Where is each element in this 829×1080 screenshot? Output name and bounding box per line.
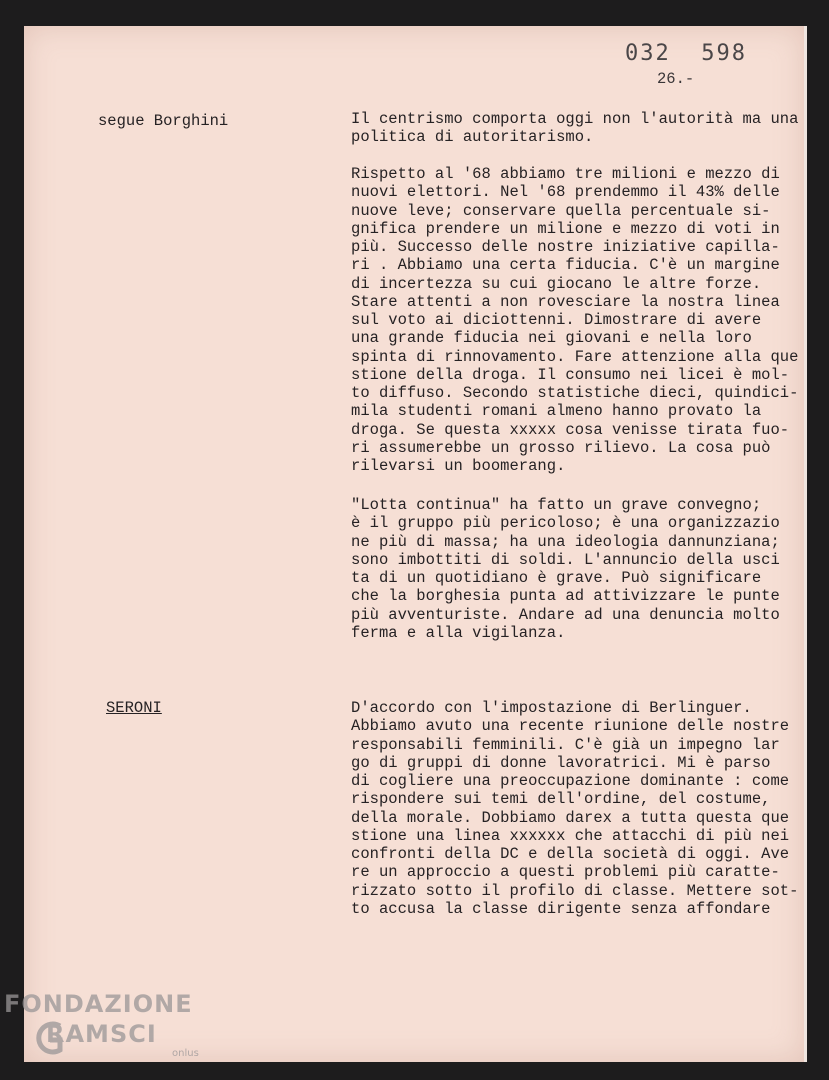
fondazione-gramsci-watermark — [4, 990, 214, 1070]
paragraph-seroni-1: D'accordo con l'impostazione di Berlinguer. Abbiamo avuto una recente riunione delle nostre responsabili femminili. C'è già un impegno lar go di gruppi di donne lavoratrici. Mi è parso di cogliere una preoccupazione dominante : come rispondere sui temi dell'ordine, del costume, della morale. Dobbiamo darex a tutta questa que stione una linea xxxxxx che attacchi di più nei confronti della DC e della società di oggi. Ave re un approccio a questi problemi più caratte- rizzato sotto il profilo di classe. Mettere sot- to accusa la classe dirigente senza affondare — [351, 699, 799, 918]
speaker-seroni: SERONI — [106, 699, 162, 717]
paragraph-borghini-2: Rispetto al '68 abbiamo tre milioni e mezzo di nuovi elettori. Nel '68 prendemmo il 43% delle nuove leve; conservare quella percentuale si- gnifica prendere un milione e mezzo di voti in più. Successo delle nostre iniziative capilla- ri . Abbiamo una certa fiducia. C'è un margine di incertezza su cui giocano le altre forze. Stare attenti a non rovesciare la nostra linea sul voto ai diciottenni. Dimostrare di avere una grande fiducia nei giovani e nella loro spinta di rinnovamento. Fare attenzione alla que stione della droga. Il consumo nei licei è mol- to diffuso. Secondo statistiche dieci, quindici- mila studenti romani almeno hanno provato la droga. Se questa xxxxx cosa venisse tirata fuo- ri assumerebbe un grosso rilievo. La cosa può rilevarsi un boomerang. — [351, 165, 799, 475]
watermark-line-1: FONDAZIONE — [4, 990, 193, 1018]
document-number: 032 598 — [625, 41, 747, 66]
paragraph-borghini-1: Il centrismo comporta oggi non l'autorità ma una politica di autoritarismo. — [351, 110, 799, 147]
document-page — [24, 26, 804, 1062]
page-number: 26.- — [657, 70, 695, 88]
watermark-line-2: RAMSCI — [46, 1020, 157, 1048]
paragraph-borghini-3: "Lotta continua" ha fatto un grave convegno; è il gruppo più pericoloso; è una organizzazio ne più di massa; ha una ideologia dannunziana; sono imbottiti di soldi. L'annuncio della usci ta di un quotidiano è grave. Può significare che la borghesia punta ad attivizzare le punte più avventuriste. Andare ad una denuncia molto ferma e alla vigilanza. — [351, 496, 780, 642]
speaker-borghini: segue Borghini — [98, 112, 229, 130]
watermark-line-3: onlus — [172, 1048, 199, 1059]
